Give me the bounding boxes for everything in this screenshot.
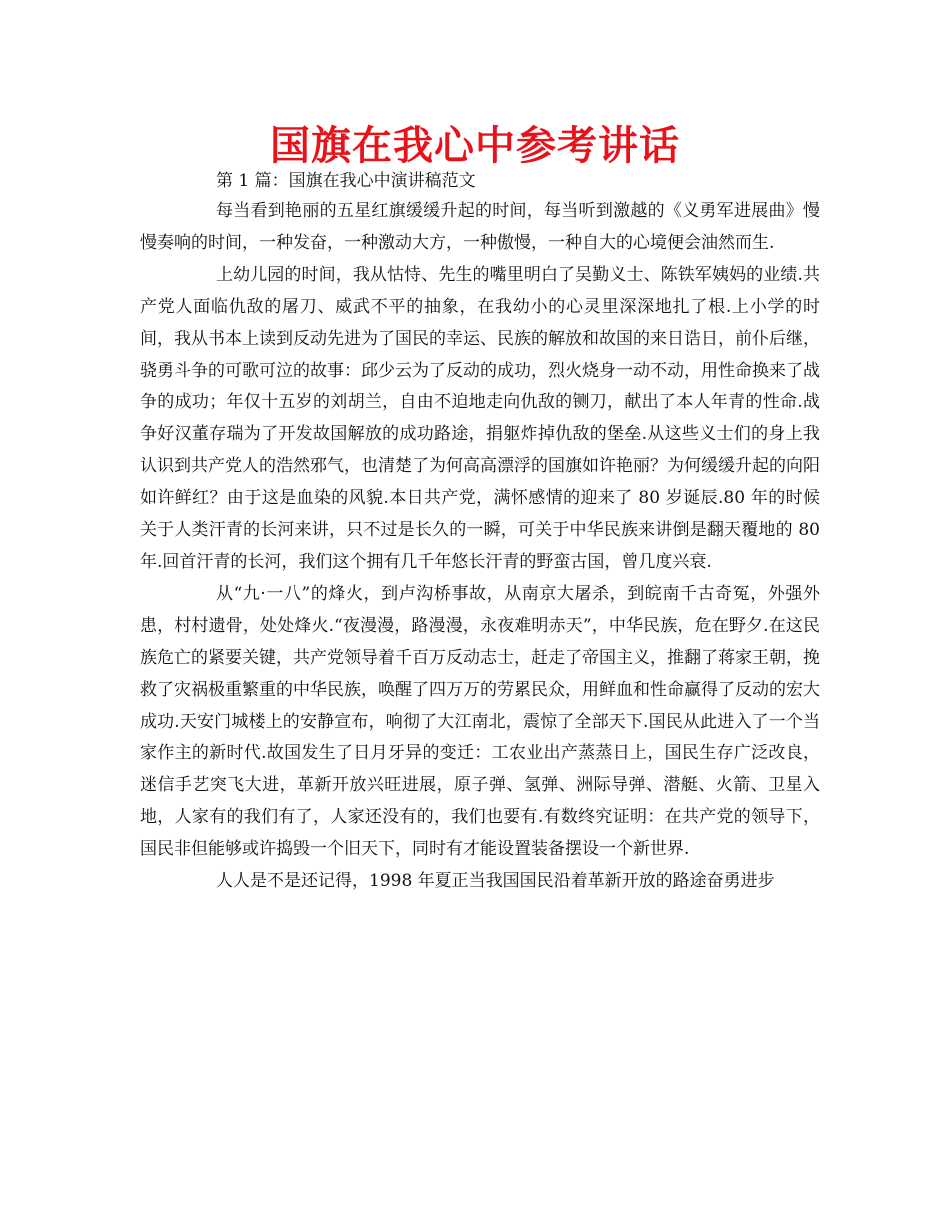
document-subtitle: 第 1 篇：国旗在我心中演讲稿范文 <box>216 171 476 191</box>
paragraph: 从“九·一八”的烽火，到卢沟桥事故，从南京大屠杀，到皖南千古奇冤，外强外患，村村遗骨，处处烽火.“夜漫漫，路漫漫，永夜难明赤天”，中华民族，危在野夕.在这民族危亡的紧要关键，共产党领导着千百万反动志士，赶走了帝国主义，推翻了蒋家王朝，挽救了灾祸极重繁重的中华民族，唤醒了四万万的劳累民众，用鲜血和性命赢得了反动的宏大成功.天安门城楼上的安静宣布，响彻了大江南北，震惊了全部天下.国民从此进入了一个当家作主的新时代.故国发生了日月牙异的变迁：工农业出产蒸蒸日上，国民生存广泛改良，迷信手艺突飞大进，革新开放兴旺进展，原子弹、氢弹、洲际导弹、潜艇、火箭、卫星入地，人家有的我们有了，人家还没有的，我们也要有.有数终究证明：在共产党的领导下，国民非但能够或许捣毁一个旧天下，同时有才能设置装备摆设一个新世界. <box>140 583 820 860</box>
paragraph: 每当看到艳丽的五星红旗缓缓升起的时间，每当听到激越的《义勇军进展曲》慢慢奏响的时间，一种发奋，一种激动大方，一种傲慢，一种自大的心境便会油然而生. <box>140 201 820 253</box>
paragraph: 人人是不是还记得，1998 年夏正当我国国民沿着革新开放的路途奋勇进步 <box>216 871 775 892</box>
document-title: 国旗在我心中参考讲话 <box>270 123 680 169</box>
document-body <box>140 196 820 898</box>
paragraph: 上幼儿园的时间，我从怙恃、先生的嘴里明白了吴勤义士、陈铁军姨妈的业绩.共产党人面临仇敌的屠刀、威武不平的抽象，在我幼小的心灵里深深地扎了根.上小学的时间，我从书本上读到反动先进为了国民的幸运、民族的解放和故国的来日诰日，前仆后继，骁勇斗争的可歌可泣的故事：邱少云为了反动的成功，烈火烧身一动不动，用性命换来了战争的成功；年仅十五岁的刘胡兰，自由不迫地走向仇敌的铡刀，献出了本人年青的性命.战争好汉董存瑞为了开发故国解放的成功路途，捐躯炸掉仇敌的堡垒.从这些义士们的身上我认识到共产党人的浩然邪气，也清楚了为何高高漂浮的国旗如许艳丽？为何缓缓升起的向阳如许鲜红？由于这是血染的风貌.本日共产党，满怀感情的迎来了 80 岁诞辰.80 年的时候关于人类汗青的长河来讲，只不过是长久的一瞬，可关于中华民族来讲倒是翻天覆地的 80 年.回首汗青的长河，我们这个拥有几千年悠长汗青的野蛮古国，曾几度兴衰. <box>140 264 820 572</box>
